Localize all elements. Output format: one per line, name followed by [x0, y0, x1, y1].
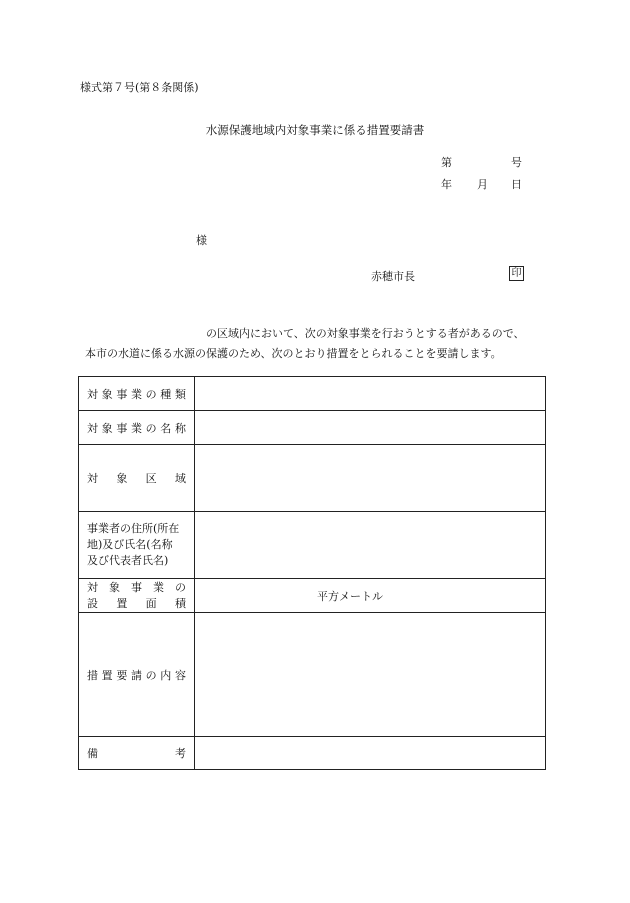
- label-target-area: 対 象 区 域: [79, 445, 195, 512]
- date-year: 年: [441, 178, 452, 191]
- doc-number-prefix: 第: [441, 156, 452, 169]
- doc-number-suffix: 号: [511, 156, 522, 169]
- addressee-honorific: 様: [196, 234, 207, 247]
- value-project-type[interactable]: [195, 377, 546, 411]
- label-remarks: 備 考: [79, 737, 195, 770]
- table-row: [79, 445, 546, 512]
- table-row: [79, 512, 546, 579]
- table-row: [79, 377, 546, 411]
- label-project-type: 対 象 事 業 の 種 類: [79, 377, 195, 411]
- value-project-name[interactable]: [195, 411, 546, 445]
- value-target-area[interactable]: [195, 445, 546, 512]
- date-month: 月: [477, 178, 488, 191]
- date-day: 日: [511, 178, 522, 191]
- label-operator-address-name: 事業者の住所(所在 地)及び氏名(名称 及び代表者氏名): [79, 512, 195, 579]
- sender-name: 赤穂市長: [371, 270, 415, 283]
- table-row: [79, 411, 546, 445]
- form-number: 様式第７号(第８条関係): [80, 81, 199, 94]
- request-text-line2: 本市の水道に係る水源の保護のため、次のとおり措置をとられることを要請します。: [85, 347, 502, 360]
- label-request-content: 措 置 要 請 の 内 容: [79, 613, 195, 737]
- value-remarks[interactable]: [195, 737, 546, 770]
- table-row: [79, 579, 546, 613]
- document-title: 水源保護地域内対象事業に係る措置要請書: [205, 123, 425, 137]
- value-request-content[interactable]: [195, 613, 546, 737]
- table-row: [79, 613, 546, 737]
- request-text-line1: の区域内において、次の対象事業を行おうとする者があるので、: [206, 327, 525, 340]
- label-installation-area: 対 象 事 業 の 設 置 面 積: [79, 579, 195, 613]
- value-operator-address-name[interactable]: [195, 512, 546, 579]
- seal-mark: 印: [509, 266, 524, 281]
- label-project-name: 対 象 事 業 の 名 称: [79, 411, 195, 445]
- table-row: [79, 737, 546, 770]
- unit-square-meters: 平方メートル: [317, 589, 383, 603]
- request-form-table: [78, 376, 546, 770]
- value-installation-area[interactable]: [195, 579, 546, 613]
